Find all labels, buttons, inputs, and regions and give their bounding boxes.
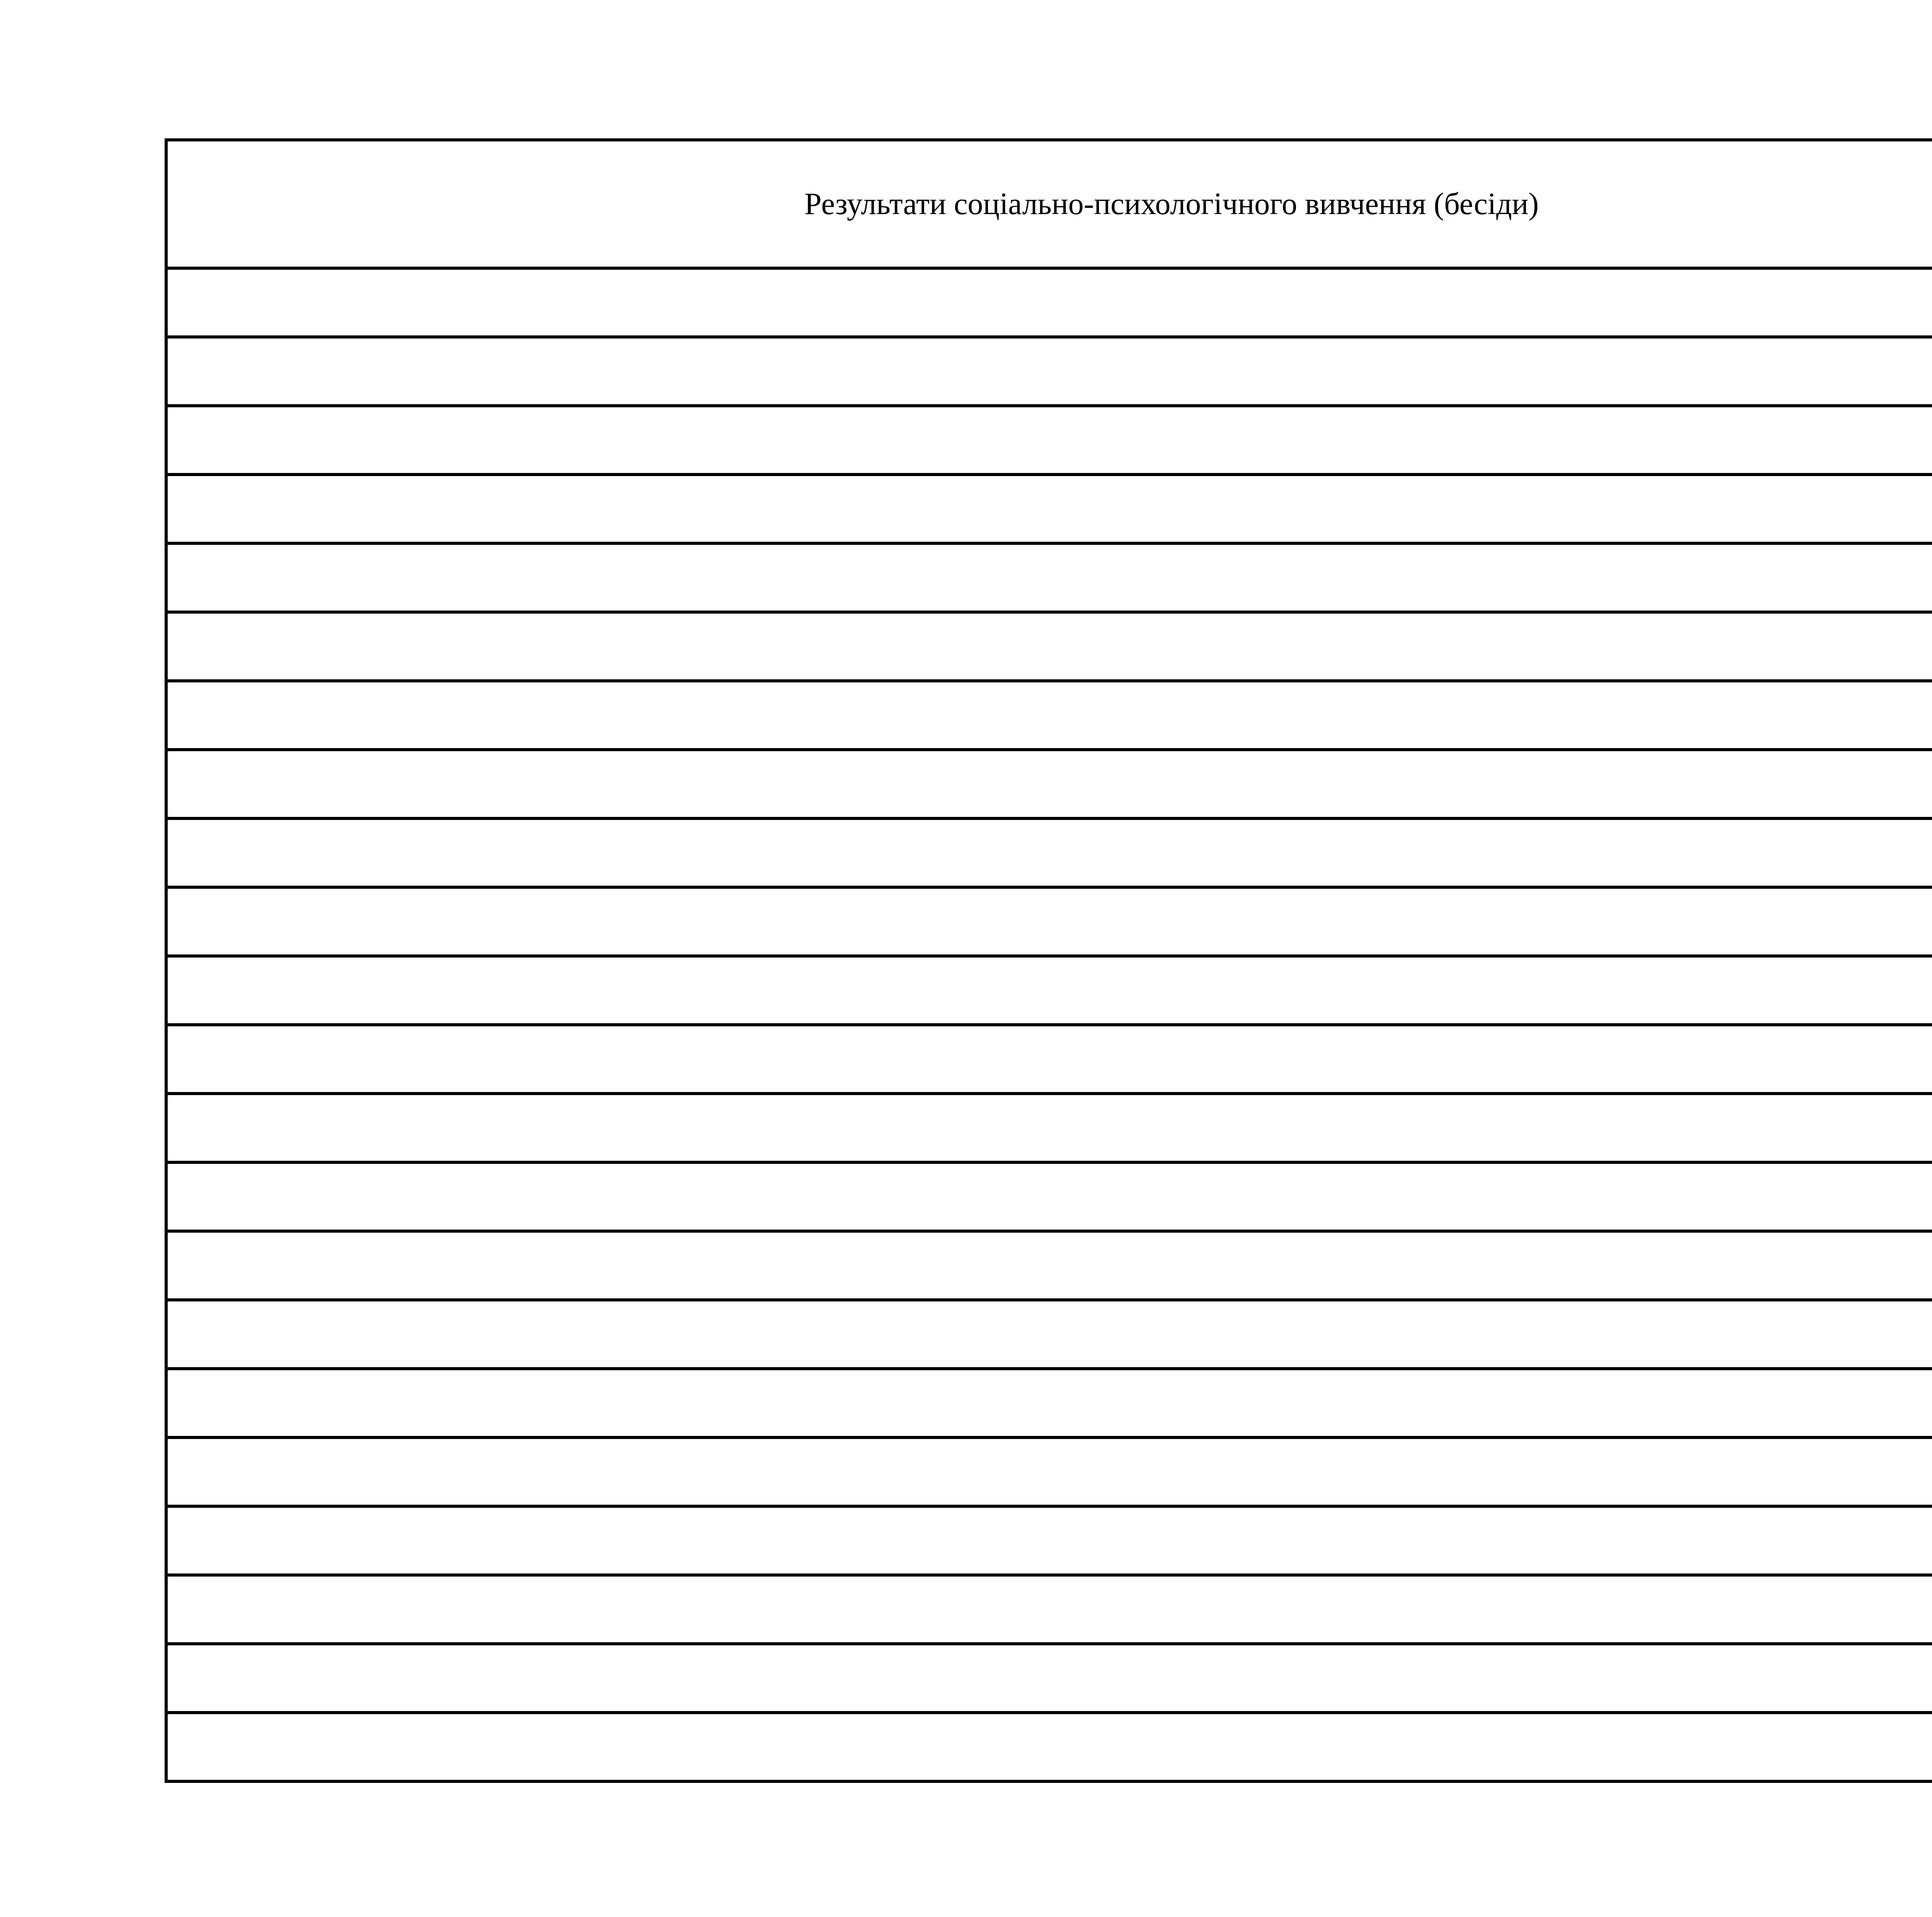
results-cell[interactable] — [166, 1369, 1932, 1437]
results-cell[interactable] — [166, 406, 1932, 475]
results-cell[interactable] — [166, 1713, 1932, 1781]
results-cell[interactable] — [166, 681, 1932, 750]
table-row — [166, 406, 1932, 475]
results-cell[interactable] — [166, 818, 1932, 887]
table-row — [166, 1162, 1932, 1231]
results-cell[interactable] — [166, 1437, 1932, 1506]
results-cell[interactable] — [166, 1231, 1932, 1300]
table-header-row — [166, 140, 1932, 268]
table-row — [166, 1575, 1932, 1644]
results-cell[interactable] — [166, 1644, 1932, 1713]
table-row — [166, 1300, 1932, 1369]
results-cell[interactable] — [166, 337, 1932, 406]
table-row — [166, 1644, 1932, 1713]
table-row — [166, 543, 1932, 612]
results-cell[interactable] — [166, 1506, 1932, 1575]
table-row — [166, 887, 1932, 956]
table-row — [166, 1025, 1932, 1094]
results-cell[interactable] — [166, 1300, 1932, 1369]
table-row — [166, 1369, 1932, 1437]
results-cell[interactable] — [166, 612, 1932, 681]
table-row — [166, 612, 1932, 681]
results-cell[interactable] — [166, 1575, 1932, 1644]
table-row — [166, 268, 1932, 337]
results-cell[interactable] — [166, 543, 1932, 612]
table-row — [166, 750, 1932, 818]
results-cell[interactable] — [166, 887, 1932, 956]
table-row — [166, 1437, 1932, 1506]
table-row — [166, 681, 1932, 750]
table-row — [166, 1713, 1932, 1781]
results-cell[interactable] — [166, 475, 1932, 543]
results-cell[interactable] — [166, 750, 1932, 818]
table-row — [166, 337, 1932, 406]
results-cell[interactable] — [166, 268, 1932, 337]
assessment-form-table — [165, 138, 1932, 1783]
results-cell[interactable] — [166, 1162, 1932, 1231]
results-cell[interactable] — [166, 1025, 1932, 1094]
table-row — [166, 475, 1932, 543]
table-row — [166, 1231, 1932, 1300]
table-row — [166, 818, 1932, 887]
results-cell[interactable] — [166, 1094, 1932, 1162]
table-body — [166, 268, 1932, 1781]
table-row — [166, 956, 1932, 1025]
table-row — [166, 1094, 1932, 1162]
results-column-header: Результати соціально-психологічного вивчення (бесіди) — [166, 140, 1932, 268]
results-cell[interactable] — [166, 956, 1932, 1025]
table-row — [166, 1506, 1932, 1575]
